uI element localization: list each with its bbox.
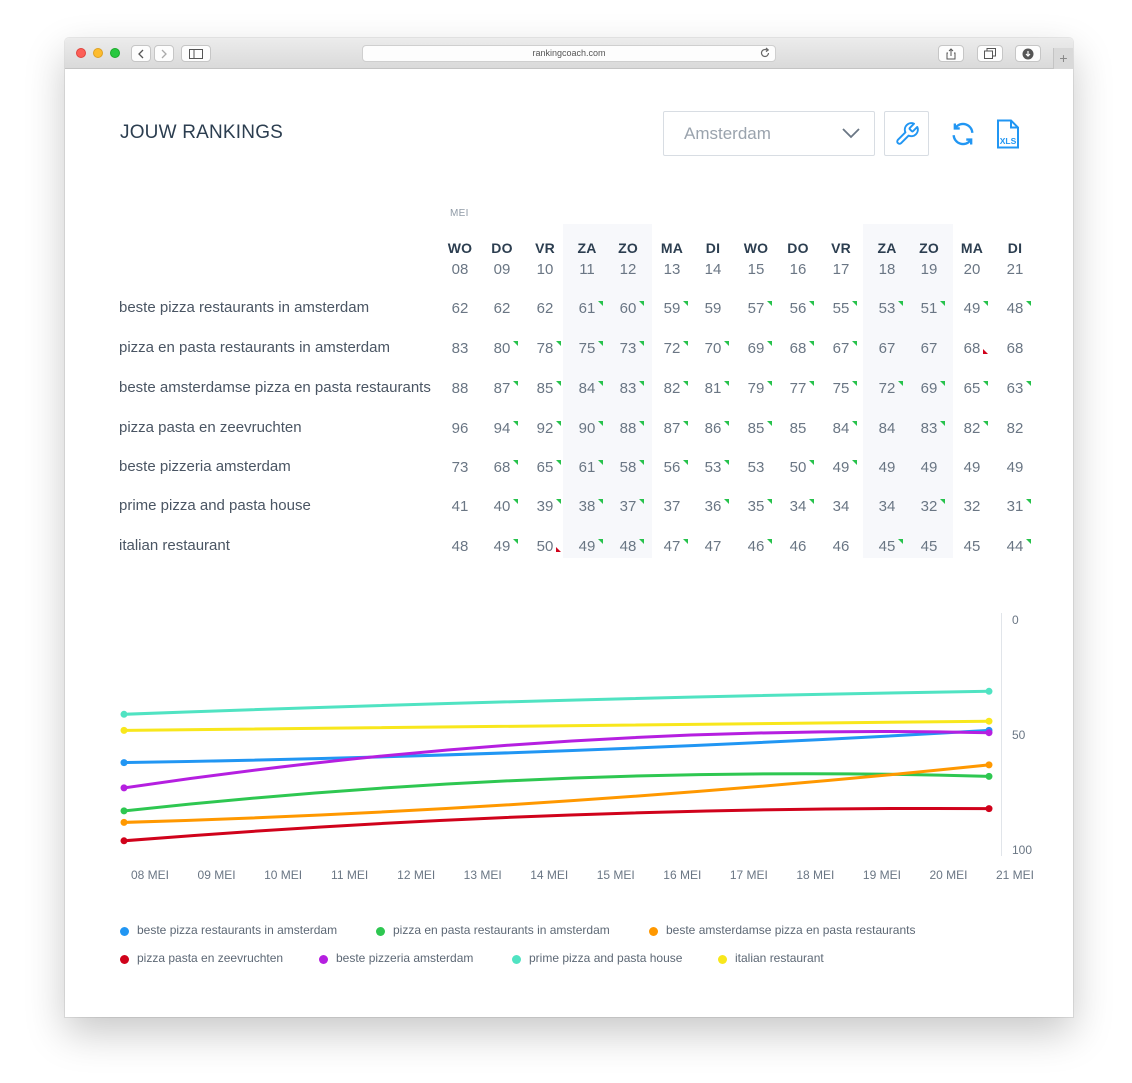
- day-of-week: MA: [960, 240, 984, 256]
- rank-cell: 87: [663, 420, 681, 437]
- legend-label: beste amsterdamse pizza en pasta restaurants: [666, 923, 916, 937]
- rank-cell: 53: [878, 300, 896, 317]
- legend-color-dot: [319, 955, 328, 964]
- legend-color-dot: [512, 955, 521, 964]
- rank-cell: 80: [493, 340, 511, 357]
- day-number: 16: [789, 261, 807, 278]
- address-url: rankingcoach.com: [532, 48, 606, 58]
- rank-cell: 62: [493, 300, 511, 317]
- rank-cell: 88: [451, 380, 469, 397]
- series-start-point: [121, 784, 128, 791]
- rank-cell: 53: [747, 459, 765, 476]
- rankings-line-chart: [65, 38, 1073, 888]
- rank-cell: 69: [920, 380, 938, 397]
- rank-cell: 96: [451, 420, 469, 437]
- rank-cell: 56: [663, 459, 681, 476]
- day-number: 20: [963, 261, 981, 278]
- day-of-week: VR: [535, 240, 555, 256]
- rank-cell: 85: [747, 420, 765, 437]
- rank-cell: 60: [619, 300, 637, 317]
- x-tick-label: 15 MEI: [596, 868, 635, 882]
- legend-label: pizza en pasta restaurants in amsterdam: [393, 923, 610, 937]
- x-tick-label: 21 MEI: [995, 868, 1035, 882]
- rank-cell: 75: [578, 340, 596, 357]
- location-select-value: Amsterdam: [684, 124, 771, 143]
- day-of-week: ZA: [577, 240, 597, 256]
- series-start-point: [121, 837, 128, 844]
- rank-cell: 61: [578, 459, 596, 476]
- rank-cell: 48: [451, 538, 469, 555]
- keyword-label: beste pizza restaurants in amsterdam: [119, 299, 370, 316]
- legend-label: beste pizza restaurants in amsterdam: [137, 923, 338, 937]
- series-end-point: [986, 761, 993, 768]
- x-tick-label: 09 MEI: [197, 868, 236, 882]
- rank-cell: 85: [536, 380, 554, 397]
- rank-cell: 65: [536, 459, 554, 476]
- legend-item[interactable]: [718, 951, 824, 965]
- day-number: 17: [832, 261, 850, 278]
- day-number: 10: [536, 261, 554, 278]
- rank-cell: 32: [963, 498, 981, 515]
- rank-cell: 34: [789, 498, 807, 515]
- rank-cell: 73: [619, 340, 637, 357]
- rank-cell: 68: [1006, 340, 1024, 357]
- day-of-week: DI: [1007, 240, 1023, 256]
- x-tick-label: 14 MEI: [530, 868, 569, 882]
- rank-cell: 62: [536, 300, 554, 317]
- day-of-week: ZO: [919, 240, 939, 256]
- rank-cell: 77: [789, 380, 807, 397]
- rank-cell: 79: [747, 380, 765, 397]
- rank-cell: 40: [493, 498, 511, 515]
- rank-cell: 55: [832, 300, 850, 317]
- keyword-label: prime pizza and pasta house: [119, 497, 311, 514]
- rank-cell: 84: [578, 380, 596, 397]
- page-title: JOUW RANKINGS: [120, 122, 284, 143]
- keyword-label: italian restaurant: [119, 537, 230, 554]
- rank-cell: 85: [789, 420, 807, 437]
- x-tick-label: 11 MEI: [331, 868, 369, 882]
- rank-cell: 49: [920, 459, 938, 476]
- rank-cell: 59: [704, 300, 722, 317]
- rank-cell: 87: [493, 380, 511, 397]
- keyword-label: pizza pasta en zeevruchten: [119, 419, 302, 436]
- x-tick-label: 17 MEI: [729, 868, 768, 882]
- rank-cell: 31: [1006, 498, 1024, 515]
- browser-window: [65, 38, 1073, 1017]
- rank-cell: 47: [663, 538, 681, 555]
- rank-cell: 46: [832, 538, 850, 555]
- series-start-point: [121, 711, 128, 718]
- series-start-point: [121, 759, 128, 766]
- day-of-week: WO: [447, 240, 473, 256]
- series-end-point: [986, 688, 993, 695]
- legend-color-dot: [120, 927, 129, 936]
- x-tick-label: 08 MEI: [130, 868, 170, 882]
- rank-cell: 62: [451, 300, 469, 317]
- rank-cell: 70: [704, 340, 722, 357]
- x-tick-label: 16 MEI: [663, 868, 702, 882]
- rank-cell: 46: [789, 538, 807, 555]
- day-of-week: ZA: [877, 240, 897, 256]
- rank-cell: 49: [832, 459, 850, 476]
- legend-color-dot: [649, 927, 658, 936]
- rank-cell: 73: [451, 459, 469, 476]
- day-number: 15: [747, 261, 765, 278]
- rank-cell: 83: [451, 340, 469, 357]
- rank-cell: 84: [878, 420, 896, 437]
- rank-cell: 44: [1006, 538, 1024, 555]
- legend-label: italian restaurant: [735, 951, 824, 965]
- series-line: [124, 721, 989, 730]
- rank-cell: 50: [536, 538, 554, 555]
- rank-cell: 68: [493, 459, 511, 476]
- series-end-point: [986, 718, 993, 725]
- rank-cell: 68: [789, 340, 807, 357]
- rank-cell: 67: [920, 340, 938, 357]
- legend-label: beste pizzeria amsterdam: [336, 951, 474, 965]
- legend-item[interactable]: [512, 951, 682, 965]
- rank-cell: 46: [747, 538, 765, 555]
- x-tick-label: 13 MEI: [463, 868, 502, 882]
- day-of-week: MA: [660, 240, 684, 256]
- svg-text:XLS: XLS: [999, 136, 1017, 146]
- rank-cell: 72: [663, 340, 681, 357]
- series-start-point: [121, 727, 128, 734]
- month-label: MEI: [450, 208, 469, 219]
- rank-cell: 61: [578, 300, 596, 317]
- rank-cell: 39: [536, 498, 554, 515]
- day-number: 08: [451, 261, 469, 278]
- day-number: 19: [920, 261, 938, 278]
- series-end-point: [986, 805, 993, 812]
- rank-cell: 32: [920, 498, 938, 515]
- day-number: 12: [619, 261, 637, 278]
- day-of-week: VR: [831, 240, 851, 256]
- rank-cell: 81: [704, 380, 722, 397]
- rank-cell: 45: [963, 538, 981, 555]
- rank-cell: 45: [878, 538, 896, 555]
- rank-cell: 34: [878, 498, 896, 515]
- day-of-week: WO: [743, 240, 769, 256]
- rank-cell: 82: [1006, 420, 1024, 437]
- x-tick-label: 18 MEI: [796, 868, 835, 882]
- series-line: [124, 691, 989, 714]
- x-tick-label: 20 MEI: [929, 868, 968, 882]
- legend-item[interactable]: [120, 951, 283, 965]
- rank-cell: 59: [663, 300, 681, 317]
- rank-cell: 58: [619, 459, 637, 476]
- day-of-week: DO: [787, 240, 809, 256]
- rank-cell: 67: [832, 340, 850, 357]
- legend-color-dot: [376, 927, 385, 936]
- legend-item[interactable]: [120, 923, 337, 937]
- y-tick-label: 0: [1012, 613, 1019, 627]
- rank-cell: 53: [704, 459, 722, 476]
- day-number: 18: [878, 261, 896, 278]
- rank-cell: 34: [832, 498, 850, 515]
- rank-cell: 48: [1006, 300, 1024, 317]
- series-line: [124, 730, 989, 762]
- rank-cell: 92: [536, 420, 554, 437]
- legend-color-dot: [120, 955, 129, 964]
- y-tick-label: 100: [1012, 843, 1033, 857]
- rank-cell: 47: [704, 538, 722, 555]
- rank-cell: 75: [832, 380, 850, 397]
- keyword-label: beste pizzeria amsterdam: [119, 458, 291, 475]
- day-number: 14: [704, 261, 722, 278]
- series-start-point: [121, 807, 128, 814]
- rank-cell: 57: [747, 300, 765, 317]
- day-number: 21: [1006, 261, 1024, 278]
- rank-cell: 83: [920, 420, 938, 437]
- rank-cell: 65: [963, 380, 981, 397]
- rank-cell: 88: [619, 420, 637, 437]
- rank-cell: 49: [963, 459, 981, 476]
- rank-cell: 69: [747, 340, 765, 357]
- series-start-point: [121, 819, 128, 826]
- rank-cell: 83: [619, 380, 637, 397]
- series-end-point: [986, 729, 993, 736]
- rank-cell: 68: [963, 340, 981, 357]
- day-number: 13: [663, 261, 681, 278]
- series-line: [124, 808, 989, 840]
- rank-cell: 45: [920, 538, 938, 555]
- day-of-week: ZO: [618, 240, 638, 256]
- series-end-point: [986, 773, 993, 780]
- day-of-week: DO: [491, 240, 513, 256]
- legend-item[interactable]: [319, 951, 473, 965]
- rank-cell: 41: [451, 498, 469, 515]
- day-of-week: DI: [705, 240, 721, 256]
- rank-cell: 90: [578, 420, 596, 437]
- rank-cell: 49: [878, 459, 896, 476]
- rank-cell: 56: [789, 300, 807, 317]
- legend-item[interactable]: [649, 923, 915, 937]
- rank-cell: 38: [578, 498, 596, 515]
- keyword-label: pizza en pasta restaurants in amsterdam: [119, 339, 390, 356]
- rank-cell: 35: [747, 498, 765, 515]
- rank-cell: 49: [493, 538, 511, 555]
- rank-cell: 63: [1006, 380, 1024, 397]
- x-tick-label: 12 MEI: [397, 868, 436, 882]
- legend-item[interactable]: [376, 923, 610, 937]
- rank-cell: 36: [704, 498, 722, 515]
- rank-cell: 51: [920, 300, 938, 317]
- x-tick-label: 19 MEI: [862, 868, 901, 882]
- rank-cell: 82: [963, 420, 981, 437]
- rank-cell: 37: [663, 498, 681, 515]
- rank-cell: 49: [578, 538, 596, 555]
- keyword-label: beste amsterdamse pizza en pasta restaurants: [119, 379, 431, 396]
- rank-cell: 49: [963, 300, 981, 317]
- rank-cell: 48: [619, 538, 637, 555]
- rank-cell: 82: [663, 380, 681, 397]
- legend-color-dot: [718, 955, 727, 964]
- rank-cell: 84: [832, 420, 850, 437]
- day-number: 11: [579, 261, 595, 278]
- y-tick-label: 50: [1012, 728, 1026, 742]
- rank-cell: 86: [704, 420, 722, 437]
- x-tick-label: 10 MEI: [264, 868, 303, 882]
- series-line: [124, 774, 989, 811]
- rank-cell: 78: [536, 340, 554, 357]
- legend-label: prime pizza and pasta house: [529, 951, 683, 965]
- rank-cell: 94: [493, 420, 511, 437]
- rank-cell: 49: [1006, 459, 1024, 476]
- rank-cell: 72: [878, 380, 896, 397]
- new-tab-button[interactable]: +: [1053, 48, 1073, 69]
- day-number: 09: [493, 261, 511, 278]
- rank-cell: 37: [619, 498, 637, 515]
- legend-label: pizza pasta en zeevruchten: [137, 951, 284, 965]
- rank-cell: 67: [878, 340, 896, 357]
- rank-cell: 50: [789, 459, 807, 476]
